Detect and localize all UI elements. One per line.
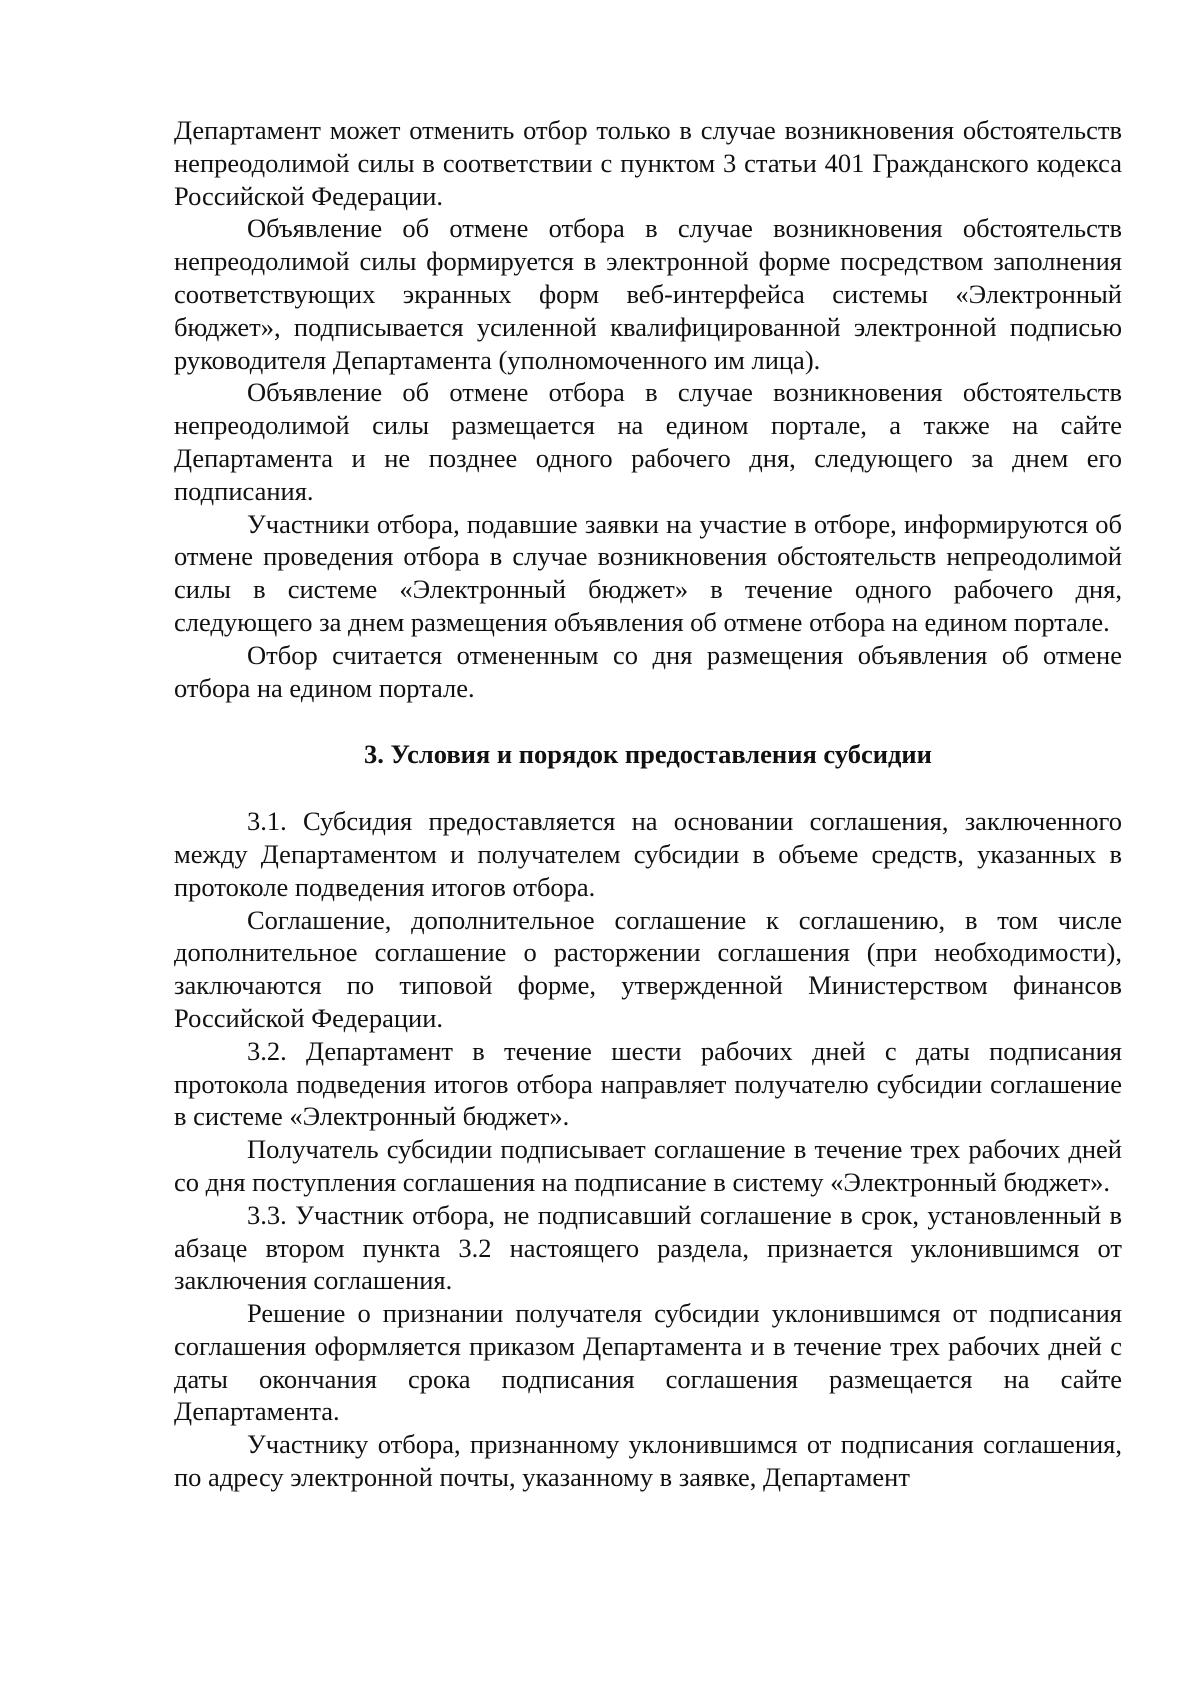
paragraph-cancellation-effective: Отбор считается отмененным со дня размещения объявления об отмене отбора на едином портале. (174, 639, 1122, 703)
paragraph-evasion-decision: Решение о признании получателя субсидии уклонившимся от подписания соглашения оформляется приказом Департамента и в течение трех рабочих дней с даты окончания срока подписания соглашения размещается на сайте Департамента. (174, 1298, 1122, 1427)
paragraph-cancellation-notice-publication: Объявление об отмене отбора в случае возникновения обстоятельств непреодолимой силы размещается на едином портале, а также на сайте Департамента и не позднее одного рабочего дня, следующего за днем его подписания. (174, 377, 1122, 506)
paragraph-evasion-notification: Участнику отбора, признанному уклонившимся от подписания соглашения, по адресу электронной почты, указанному в заявке, Департамент (174, 1429, 1122, 1493)
paragraph-recipient-signs: Получатель субсидии подписывает соглашение в течение трех рабочих дней со дня поступления соглашения на подписание в систему «Электронный бюджет». (174, 1134, 1122, 1197)
paragraph-3-1: 3.1. Субсидия предоставляется на основании соглашения, заключенного между Департаментом и получателем субсидии в объеме средств, указанных в протоколе подведения итогов отбора. (174, 806, 1122, 902)
paragraph-cancellation-notice-form: Объявление об отмене отбора в случае возникновения обстоятельств непреодолимой силы формируется в электронной форме посредством заполнения соответствующих экранных форм веб-интерфейса системы «Электронный бюджет», подписывается усиленной квалифицированной электронной подписью руководителя Департамента (уполномоченного им лица). (174, 213, 1122, 375)
section-heading: 3. Условия и порядок предоставления субсидии (364, 739, 932, 770)
paragraph-3-2: 3.2. Департамент в течение шести рабочих дней с даты подписания протокола подведения итогов отбора направляет получателю субсидии соглашение в системе «Электронный бюджет». (174, 1035, 1122, 1132)
paragraph-cancellation-grounds: Департамент может отменить отбор только в случае возникновения обстоятельств непреодолимой силы в соответствии с пунктом 3 статьи 401 Гражданского кодекса Российской Федерации. (174, 115, 1122, 211)
document-body (174, 114, 1122, 1494)
paragraph-3-3: 3.3. Участник отбора, не подписавший соглашение в срок, установленный в абзаце втором пункта 3.2 настоящего раздела, признается уклонившимся от заключения соглашения. (174, 1199, 1122, 1296)
paragraph-agreement-form: Соглашение, дополнительное соглашение к соглашению, в том числе дополнительное соглашение о расторжении соглашения (при необходимости), заключаются по типовой форме, утвержденной Министерством финансов Российской Федерации. (174, 904, 1122, 1033)
paragraph-participants-informed: Участники отбора, подавшие заявки на участие в отборе, информируются об отмене проведения отбора в случае возникновения обстоятельств непреодолимой силы в системе «Электронный бюджет» в течение одного рабочего дня, следующего за днем размещения объявления об отмене отбора на едином портале. (174, 508, 1122, 637)
